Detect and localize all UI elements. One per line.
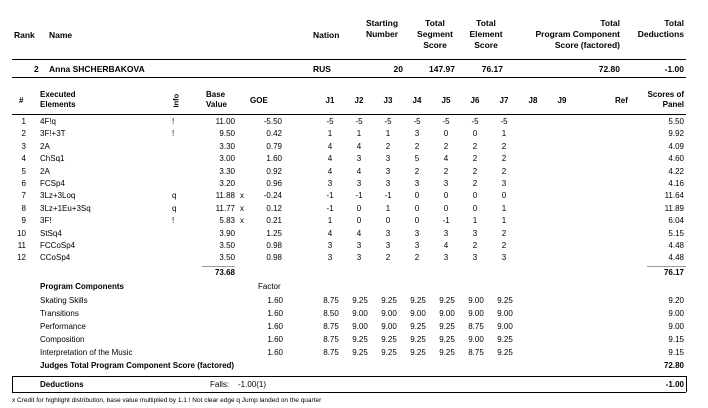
total-deductions-header: Total Deductions (637, 18, 684, 39)
judge-score: 0 (356, 216, 362, 226)
element-bonus-mark: x (240, 216, 244, 226)
element-goe: 0.42 (266, 129, 282, 139)
element-number: 11 (17, 241, 26, 250)
component-name: Skating Skills (40, 296, 88, 305)
nation-header: Nation (313, 30, 340, 40)
falls-value: -1.00(1) (238, 380, 267, 389)
judge-header-4: J4 (412, 96, 422, 105)
skater-starting-number: 20 (393, 64, 403, 74)
skater-nation: RUS (313, 64, 331, 74)
judge-score: 0 (443, 203, 449, 213)
referee-header: Ref (615, 96, 628, 105)
element-info: q (172, 203, 177, 213)
judge-header-5: J5 (441, 96, 451, 105)
component-judge-score: 9.25 (410, 322, 426, 331)
component-judge-score: 9.25 (352, 348, 368, 357)
element-number: 3 (21, 141, 26, 151)
judge-score: 3 (472, 253, 478, 263)
component-judge-score: 9.00 (468, 335, 484, 344)
judge-score: 3 (385, 179, 391, 188)
element-panel-score: 6.04 (668, 216, 684, 226)
component-judge-score: 9.00 (439, 309, 455, 318)
judge-score: -5 (500, 117, 508, 126)
element-base-value: 9.50 (219, 129, 235, 139)
total-segment-score-header: Total Segment Score (417, 18, 453, 50)
component-panel-score: 9.00 (668, 322, 684, 331)
component-judge-score: 9.00 (410, 309, 426, 318)
judge-score: -5 (384, 117, 392, 126)
component-name: Transitions (40, 309, 79, 318)
judge-score: 2 (501, 228, 507, 238)
element-number: 9 (21, 216, 26, 226)
judge-score: 1 (385, 203, 391, 213)
element-base-value: 3.50 (219, 253, 235, 263)
elements-base-total: 73.68 (214, 268, 235, 277)
element-base-value: 3.00 (219, 154, 235, 164)
element-panel-score: 9.92 (668, 129, 684, 139)
element-panel-score: 11.64 (664, 191, 684, 201)
element-name: CCoSp4 (40, 253, 71, 263)
element-goe: 0.96 (266, 179, 282, 188)
judge-score: 5 (414, 154, 420, 164)
element-name: 2A (40, 141, 50, 151)
deductions-label: Deductions (40, 380, 84, 389)
judge-score: 0 (414, 191, 420, 201)
judge-score: 0 (414, 216, 420, 226)
element-name: 4F!q (40, 117, 57, 126)
judge-score: 3 (327, 241, 333, 250)
skater-total-segment-score: 147.97 (429, 64, 455, 74)
judge-score: 3 (414, 179, 420, 188)
element-info: ! (172, 129, 175, 139)
element-panel-score: 4.22 (668, 166, 684, 176)
component-judge-score: 9.00 (497, 309, 513, 318)
judge-score: 3 (501, 253, 507, 263)
component-judge-score: 9.25 (381, 348, 397, 357)
judge-score: 3 (356, 154, 362, 164)
judge-score: 3 (327, 253, 333, 263)
element-base-value: 3.20 (219, 179, 235, 188)
judge-score: 2 (472, 241, 478, 250)
judge-score: 3 (472, 228, 478, 238)
element-number: 6 (21, 179, 26, 188)
component-judge-score: 8.75 (323, 296, 339, 305)
component-judge-score: 9.00 (497, 322, 513, 331)
judge-score: 4 (356, 228, 362, 238)
judge-header-9: J9 (557, 96, 567, 105)
element-base-value: 3.30 (219, 141, 235, 151)
element-name: StSq4 (40, 228, 62, 238)
component-judge-score: 8.75 (323, 348, 339, 357)
component-judge-score: 9.00 (381, 322, 397, 331)
element-goe: 1.60 (266, 154, 282, 164)
judge-score: 1 (327, 129, 333, 139)
judge-score: -5 (326, 117, 334, 126)
component-judge-score: 8.75 (468, 348, 484, 357)
component-judge-score: 8.75 (468, 322, 484, 331)
judge-header-7: J7 (499, 96, 509, 105)
judge-score: 1 (327, 216, 333, 226)
element-number: 1 (21, 117, 26, 126)
judge-score: -1 (355, 191, 363, 201)
judge-score: -1 (326, 191, 334, 201)
rank-header: Rank (14, 30, 35, 40)
judge-score: 2 (472, 179, 478, 188)
judge-score: 3 (414, 129, 420, 139)
element-name: FCSp4 (40, 179, 65, 188)
judge-score: -1 (442, 216, 450, 226)
element-number: 10 (17, 228, 26, 238)
judge-score: 3 (327, 179, 333, 188)
element-panel-score: 4.48 (668, 241, 684, 250)
judge-score: 0 (501, 191, 507, 201)
judge-score: 4 (443, 154, 449, 164)
element-goe: 0.79 (266, 141, 282, 151)
component-judge-score: 9.00 (352, 309, 368, 318)
judge-score: -1 (326, 203, 334, 213)
judge-score: 1 (472, 216, 478, 226)
component-judge-score: 9.25 (381, 296, 397, 305)
component-judge-score: 9.25 (497, 348, 513, 357)
judge-score: 0 (385, 216, 391, 226)
element-goe: -5.50 (263, 117, 282, 126)
info-header: Info (171, 93, 181, 108)
judge-score: 0 (443, 191, 449, 201)
judge-score: -5 (442, 117, 450, 126)
element-panel-score: 4.48 (668, 253, 684, 263)
base-value-header: Base Value (206, 90, 227, 109)
skater-total-element-score: 76.17 (481, 64, 503, 74)
falls-label: Falls: (210, 380, 230, 389)
judge-score: -5 (413, 117, 421, 126)
total-element-score-header: Total Element Score (469, 18, 503, 50)
component-judge-score: 9.25 (497, 296, 513, 305)
element-goe: 0.98 (266, 253, 282, 263)
element-panel-score: 11.89 (664, 203, 684, 213)
judge-score: 3 (356, 179, 362, 188)
element-panel-score: 4.60 (668, 154, 684, 164)
element-number: 2 (21, 129, 26, 139)
judge-score: 2 (385, 253, 391, 263)
component-panel-score: 9.15 (668, 335, 684, 344)
component-judge-score: 9.00 (468, 309, 484, 318)
program-components-title: Program Components (40, 282, 125, 291)
component-judge-score: 9.25 (381, 335, 397, 344)
judge-score: 3 (385, 166, 391, 176)
judge-score: 4 (356, 166, 362, 176)
element-panel-score: 5.15 (668, 228, 684, 238)
judge-header-6: J6 (470, 96, 480, 105)
judge-score: 1 (385, 129, 391, 139)
element-number: 4 (21, 154, 26, 164)
deductions-total: -1.00 (665, 380, 684, 389)
element-bonus-mark: x (240, 191, 244, 201)
judge-score: -5 (471, 117, 479, 126)
judge-score: -1 (384, 191, 392, 201)
judge-score: 4 (327, 154, 333, 164)
scores-of-panel-header: Scores of Panel (647, 90, 684, 109)
component-name: Composition (40, 335, 85, 344)
component-panel-score: 9.15 (668, 348, 684, 357)
element-name: 3F!+3T (40, 129, 66, 139)
judge-score: 2 (443, 166, 449, 176)
element-panel-score: 4.09 (668, 141, 684, 151)
judge-score: 2 (472, 166, 478, 176)
element-name: FCCoSp4 (40, 241, 76, 250)
element-base-value: 5.83 (219, 216, 235, 226)
component-judge-score: 9.00 (468, 296, 484, 305)
judge-score: 4 (327, 228, 333, 238)
component-judge-score: 9.00 (381, 309, 397, 318)
component-judge-score: 9.25 (439, 335, 455, 344)
element-name: ChSq1 (40, 154, 65, 164)
judge-header-1: J1 (325, 96, 335, 105)
judge-score: 2 (501, 141, 507, 151)
judge-score: 4 (443, 241, 449, 250)
element-info: ! (172, 117, 175, 126)
component-judge-score: 9.25 (439, 322, 455, 331)
component-judge-score: 9.25 (410, 335, 426, 344)
judge-score: 0 (356, 203, 362, 213)
element-base-value: 3.50 (219, 241, 235, 250)
component-judge-score: 9.25 (497, 335, 513, 344)
judge-score: 1 (501, 129, 507, 139)
judge-header-2: J2 (354, 96, 364, 105)
judge-score: 3 (356, 253, 362, 263)
judge-score: 3 (385, 154, 391, 164)
component-judge-score: 8.75 (323, 335, 339, 344)
component-factor: 1.60 (267, 348, 283, 357)
judge-score: -5 (355, 117, 363, 126)
judge-score: 3 (443, 228, 449, 238)
element-panel-score: 4.16 (668, 179, 684, 188)
element-goe: 0.21 (266, 216, 282, 226)
judge-score: 2 (443, 141, 449, 151)
name-header: Name (49, 30, 73, 40)
judge-score: 2 (472, 154, 478, 164)
executed-elements-header: Executed Elements (40, 90, 76, 109)
judge-score: 3 (443, 179, 449, 188)
element-number: 12 (17, 253, 26, 263)
judge-score: 2 (414, 166, 420, 176)
judge-header-3: J3 (383, 96, 393, 105)
judge-score: 1 (356, 129, 362, 139)
element-goe: 0.98 (266, 241, 282, 250)
component-judge-score: 9.25 (352, 296, 368, 305)
component-factor: 1.60 (267, 309, 283, 318)
element-number-header: # (19, 96, 24, 105)
element-base-value: 11.88 (215, 191, 235, 201)
judge-score: 2 (414, 253, 420, 263)
judge-score: 3 (443, 253, 449, 263)
judge-score: 4 (356, 141, 362, 151)
component-judge-score: 9.25 (439, 296, 455, 305)
element-name: 3Lz+1Eu+3Sq (40, 203, 91, 213)
component-name: Performance (40, 322, 86, 331)
component-judge-score: 9.25 (439, 348, 455, 357)
component-name: Interpretation of the Music (40, 348, 133, 357)
total-pcs-header: Total Program Component Score (factored) (535, 18, 620, 50)
starting-number-header: Starting Number (365, 18, 399, 39)
element-name: 3F! (40, 216, 52, 226)
component-judge-score: 9.25 (352, 335, 368, 344)
skater-total-pcs: 72.80 (598, 64, 620, 74)
component-panel-score: 9.00 (668, 309, 684, 318)
component-factor: 1.60 (267, 296, 283, 305)
judge-score: 2 (472, 141, 478, 151)
judge-score: 0 (443, 129, 449, 139)
skater-name: Anna SHCHERBAKOVA (49, 64, 145, 74)
element-info: q (172, 191, 177, 201)
judge-score: 4 (327, 141, 333, 151)
element-number: 7 (21, 191, 26, 201)
element-panel-score: 5.50 (668, 117, 684, 126)
element-name: 3Lz+3Loq (40, 191, 76, 201)
element-goe: -0.24 (263, 191, 282, 201)
component-judge-score: 8.75 (323, 322, 339, 331)
judges-total-pcs-value: 72.80 (663, 361, 684, 370)
element-number: 5 (21, 166, 26, 176)
component-judge-score: 9.25 (410, 296, 426, 305)
factor-header: Factor (258, 282, 281, 291)
judge-score: 0 (472, 203, 478, 213)
element-goe: 0.92 (266, 166, 282, 176)
component-factor: 1.60 (267, 322, 283, 331)
component-judge-score: 8.50 (323, 309, 339, 318)
element-base-value: 3.90 (219, 228, 235, 238)
judge-score: 2 (414, 141, 420, 151)
element-name: 2A (40, 166, 50, 176)
skater-rank: 2 (34, 64, 39, 74)
element-goe: 1.25 (266, 228, 282, 238)
judge-score: 0 (472, 191, 478, 201)
judge-score: 3 (385, 228, 391, 238)
judge-score: 2 (385, 141, 391, 151)
judge-score: 1 (501, 216, 507, 226)
judge-score: 1 (501, 203, 507, 213)
element-info: ! (172, 216, 175, 226)
judge-score: 3 (501, 179, 507, 188)
judge-score: 2 (501, 166, 507, 176)
judge-score: 3 (385, 241, 391, 250)
element-base-value: 3.30 (219, 166, 235, 176)
footnote: x Credit for highlight distribution, base value multiplied by 1.1 ! Not clear edge q Jump landed on the quarter (12, 397, 322, 404)
element-goe: 0.12 (266, 203, 282, 213)
component-judge-score: 9.00 (352, 322, 368, 331)
judge-score: 0 (414, 203, 420, 213)
element-number: 8 (21, 203, 26, 213)
goe-header: GOE (250, 96, 268, 105)
element-base-value: 11.00 (215, 117, 235, 126)
judge-score: 0 (472, 129, 478, 139)
judge-score: 3 (414, 241, 420, 250)
judges-total-pcs-label: Judges Total Program Component Score (factored) (40, 361, 235, 370)
skater-total-deductions: -1.00 (664, 64, 684, 74)
element-base-value: 11.77 (215, 203, 235, 213)
elements-panel-total: 76.17 (663, 268, 684, 277)
judge-score: 3 (356, 241, 362, 250)
judge-score: 2 (501, 154, 507, 164)
judge-header-8: J8 (528, 96, 538, 105)
component-panel-score: 9.20 (668, 296, 684, 305)
component-factor: 1.60 (267, 335, 283, 344)
judge-score: 2 (501, 241, 507, 250)
judge-score: 4 (327, 166, 333, 176)
component-judge-score: 9.25 (410, 348, 426, 357)
element-bonus-mark: x (240, 203, 244, 213)
judge-score: 3 (414, 228, 420, 238)
